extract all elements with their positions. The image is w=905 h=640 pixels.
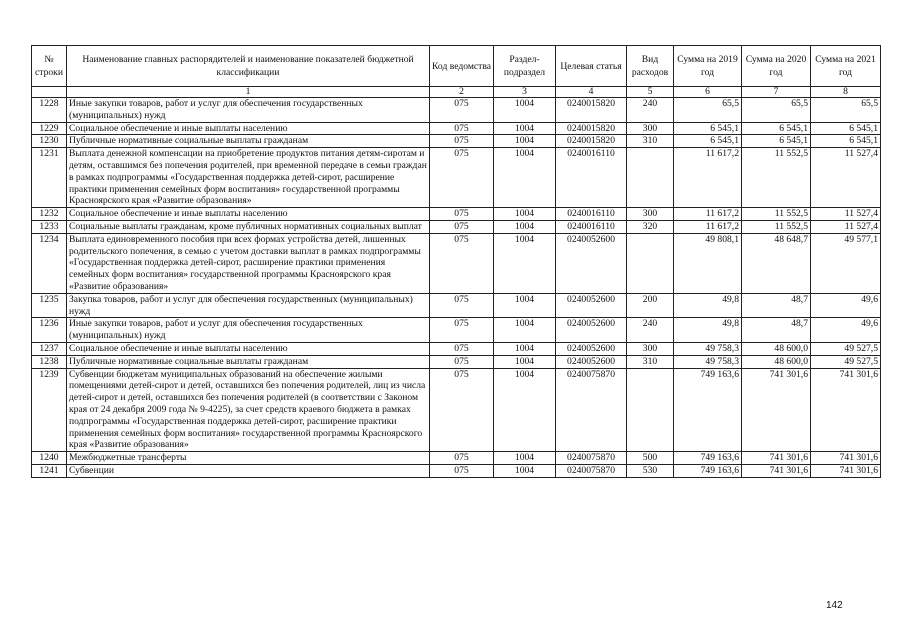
sum-2020-cell: 11 552,5 (742, 208, 811, 221)
sum-2019-cell: 749 163,6 (674, 464, 742, 477)
section-code-cell: 1004 (494, 135, 556, 148)
expense-type-cell: 530 (627, 464, 674, 477)
sum-2020-cell: 741 301,6 (742, 368, 811, 452)
table-row (32, 452, 881, 465)
section-code-cell: 1004 (494, 318, 556, 343)
row-number-cell: 1234 (32, 233, 67, 293)
header-expense-type: Вид расходов (627, 46, 674, 87)
table-row (32, 355, 881, 368)
sum-2019-cell: 749 163,6 (674, 452, 742, 465)
row-number-cell: 1237 (32, 342, 67, 355)
section-code-cell: 1004 (494, 220, 556, 233)
expense-type-cell: 500 (627, 452, 674, 465)
sum-2019-cell: 749 163,6 (674, 368, 742, 452)
department-code-cell: 075 (430, 148, 494, 208)
expense-type-cell: 300 (627, 122, 674, 135)
section-code-cell: 1004 (494, 342, 556, 355)
column-number: 1 (67, 87, 430, 98)
sum-2020-cell: 48 600,0 (742, 342, 811, 355)
row-name-cell: Межбюджетные трансферты (67, 452, 430, 465)
sum-2020-cell: 48 600,0 (742, 355, 811, 368)
row-name-cell: Публичные нормативные социальные выплаты гражданам (67, 355, 430, 368)
row-name-cell: Иные закупки товаров, работ и услуг для обеспечения государственных (муниципальных) нужд (67, 318, 430, 343)
column-number: 7 (742, 87, 811, 98)
row-name-cell: Публичные нормативные социальные выплаты гражданам (67, 135, 430, 148)
target-article-cell: 0240075870 (556, 368, 627, 452)
row-name-cell: Субвенции (67, 464, 430, 477)
row-number-cell: 1231 (32, 148, 67, 208)
expense-type-cell (627, 233, 674, 293)
sum-2019-cell: 49 808,1 (674, 233, 742, 293)
expense-type-cell: 200 (627, 293, 674, 318)
section-code-cell: 1004 (494, 368, 556, 452)
header-target-article: Целевая статья (556, 46, 627, 87)
department-code-cell: 075 (430, 135, 494, 148)
table-row (32, 98, 881, 123)
sum-2021-cell: 741 301,6 (811, 452, 881, 465)
column-number-row (32, 87, 881, 98)
header-row-number: № строки (32, 46, 67, 87)
target-article-cell: 0240015820 (556, 135, 627, 148)
sum-2019-cell: 6 545,1 (674, 135, 742, 148)
sum-2020-cell: 741 301,6 (742, 452, 811, 465)
department-code-cell: 075 (430, 342, 494, 355)
sum-2021-cell: 11 527,4 (811, 220, 881, 233)
row-number-cell: 1229 (32, 122, 67, 135)
section-code-cell: 1004 (494, 148, 556, 208)
column-number (32, 87, 67, 98)
row-number-cell: 1230 (32, 135, 67, 148)
sum-2019-cell: 6 545,1 (674, 122, 742, 135)
section-code-cell: 1004 (494, 208, 556, 221)
sum-2021-cell: 49,6 (811, 293, 881, 318)
header-department-code: Код ведомства (430, 46, 494, 87)
table-body (32, 98, 881, 478)
sum-2020-cell: 48,7 (742, 318, 811, 343)
sum-2020-cell: 65,5 (742, 98, 811, 123)
header-name: Наименование главных распорядителей и наименование показателей бюджетной классификации (67, 46, 430, 87)
column-number: 5 (627, 87, 674, 98)
table-row (32, 122, 881, 135)
sum-2021-cell: 49 527,5 (811, 355, 881, 368)
header-sum-2021: Сумма на 2021 год (811, 46, 881, 87)
sum-2020-cell: 741 301,6 (742, 464, 811, 477)
sum-2020-cell: 6 545,1 (742, 135, 811, 148)
table-row (32, 464, 881, 477)
section-code-cell: 1004 (494, 464, 556, 477)
row-name-cell: Субвенции бюджетам муниципальных образований на обеспечение жилыми помещениями детей-сирот и детей, оставшихся без попечения родителей, лиц из числа детей-сирот и детей, оставшихся без попечения родителей (в соответствии с Законом края от 24 декабря 2009 года № 9-4225), за счет средств краевого бюджета в рамках подпрограммы «Государственная поддержка детей-сирот, расширение практики применения семейных форм воспитания» государственной программы Красноярского края «Развитие образования» (67, 368, 430, 452)
target-article-cell: 0240015820 (556, 98, 627, 123)
sum-2019-cell: 49 758,3 (674, 342, 742, 355)
expense-type-cell: 240 (627, 318, 674, 343)
target-article-cell: 0240052600 (556, 342, 627, 355)
sum-2019-cell: 49,8 (674, 293, 742, 318)
row-name-cell: Закупка товаров, работ и услуг для обеспечения государственных (муниципальных) нужд (67, 293, 430, 318)
department-code-cell: 075 (430, 220, 494, 233)
row-name-cell: Иные закупки товаров, работ и услуг для обеспечения государственных (муниципальных) нужд (67, 98, 430, 123)
sum-2019-cell: 11 617,2 (674, 148, 742, 208)
row-number-cell: 1236 (32, 318, 67, 343)
department-code-cell: 075 (430, 464, 494, 477)
section-code-cell: 1004 (494, 355, 556, 368)
sum-2019-cell: 11 617,2 (674, 208, 742, 221)
table-row (32, 293, 881, 318)
sum-2020-cell: 48,7 (742, 293, 811, 318)
sum-2020-cell: 11 552,5 (742, 148, 811, 208)
sum-2020-cell: 6 545,1 (742, 122, 811, 135)
budget-table (31, 45, 881, 478)
department-code-cell: 075 (430, 98, 494, 123)
sum-2019-cell: 49 758,3 (674, 355, 742, 368)
table-row (32, 208, 881, 221)
department-code-cell: 075 (430, 233, 494, 293)
page-number: 142 (826, 600, 843, 611)
sum-2021-cell: 741 301,6 (811, 368, 881, 452)
column-number: 4 (556, 87, 627, 98)
target-article-cell: 0240016110 (556, 208, 627, 221)
target-article-cell: 0240052600 (556, 355, 627, 368)
target-article-cell: 0240052600 (556, 293, 627, 318)
table-row (32, 148, 881, 208)
expense-type-cell: 300 (627, 342, 674, 355)
row-number-cell: 1238 (32, 355, 67, 368)
expense-type-cell: 300 (627, 208, 674, 221)
section-code-cell: 1004 (494, 122, 556, 135)
section-code-cell: 1004 (494, 293, 556, 318)
department-code-cell: 075 (430, 318, 494, 343)
header-row (32, 46, 881, 87)
column-number: 2 (430, 87, 494, 98)
sum-2021-cell: 11 527,4 (811, 148, 881, 208)
sum-2021-cell: 49 527,5 (811, 342, 881, 355)
expense-type-cell: 320 (627, 220, 674, 233)
table-row (32, 135, 881, 148)
sum-2019-cell: 49,8 (674, 318, 742, 343)
column-number: 3 (494, 87, 556, 98)
sum-2021-cell: 6 545,1 (811, 122, 881, 135)
row-number-cell: 1228 (32, 98, 67, 123)
target-article-cell: 0240016110 (556, 220, 627, 233)
row-name-cell: Социальные выплаты гражданам, кроме публичных нормативных социальных выплат (67, 220, 430, 233)
target-article-cell: 0240052600 (556, 233, 627, 293)
department-code-cell: 075 (430, 293, 494, 318)
sum-2021-cell: 741 301,6 (811, 464, 881, 477)
row-name-cell: Выплата единовременного пособия при всех формах устройства детей, лишенных родительского попечения, в семью с учетом доставки выплат в рамках подпрограммы «Государственная поддержка детей-сирот, расширение практики применения семейных форм воспитания» государственной программы Красноярского края «Развитие образования» (67, 233, 430, 293)
sum-2021-cell: 11 527,4 (811, 208, 881, 221)
header-section: Раздел-подраздел (494, 46, 556, 87)
expense-type-cell (627, 368, 674, 452)
department-code-cell: 075 (430, 208, 494, 221)
section-code-cell: 1004 (494, 233, 556, 293)
sum-2020-cell: 11 552,5 (742, 220, 811, 233)
table-row (32, 368, 881, 452)
column-number: 6 (674, 87, 742, 98)
section-code-cell: 1004 (494, 452, 556, 465)
sum-2021-cell: 6 545,1 (811, 135, 881, 148)
row-name-cell: Социальное обеспечение и иные выплаты населению (67, 122, 430, 135)
row-number-cell: 1241 (32, 464, 67, 477)
department-code-cell: 075 (430, 368, 494, 452)
row-number-cell: 1240 (32, 452, 67, 465)
row-number-cell: 1235 (32, 293, 67, 318)
target-article-cell: 0240052600 (556, 318, 627, 343)
sum-2019-cell: 11 617,2 (674, 220, 742, 233)
expense-type-cell (627, 148, 674, 208)
table-row (32, 233, 881, 293)
expense-type-cell: 310 (627, 135, 674, 148)
sum-2021-cell: 65,5 (811, 98, 881, 123)
expense-type-cell: 310 (627, 355, 674, 368)
sum-2019-cell: 65,5 (674, 98, 742, 123)
target-article-cell: 0240015820 (556, 122, 627, 135)
target-article-cell: 0240016110 (556, 148, 627, 208)
target-article-cell: 0240075870 (556, 464, 627, 477)
column-number: 8 (811, 87, 881, 98)
sum-2021-cell: 49 577,1 (811, 233, 881, 293)
header-sum-2020: Сумма на 2020 год (742, 46, 811, 87)
sum-2021-cell: 49,6 (811, 318, 881, 343)
table-row (32, 220, 881, 233)
row-number-cell: 1239 (32, 368, 67, 452)
table-row (32, 342, 881, 355)
table-row (32, 318, 881, 343)
department-code-cell: 075 (430, 452, 494, 465)
row-name-cell: Социальное обеспечение и иные выплаты населению (67, 342, 430, 355)
row-number-cell: 1232 (32, 208, 67, 221)
row-number-cell: 1233 (32, 220, 67, 233)
row-name-cell: Социальное обеспечение и иные выплаты населению (67, 208, 430, 221)
target-article-cell: 0240075870 (556, 452, 627, 465)
header-sum-2019: Сумма на 2019 год (674, 46, 742, 87)
department-code-cell: 075 (430, 122, 494, 135)
expense-type-cell: 240 (627, 98, 674, 123)
section-code-cell: 1004 (494, 98, 556, 123)
sum-2020-cell: 48 648,7 (742, 233, 811, 293)
row-name-cell: Выплата денежной компенсации на приобретение продуктов питания детям-сиротам и детям, оставшимся без попечения родителей, при временной передаче в семьи граждан в рамках подпрограммы «Государственная поддержка детей-сирот, расширение практики применения семейных форм воспитания» государственной программы Красноярского края «Развитие образования» (67, 148, 430, 208)
department-code-cell: 075 (430, 355, 494, 368)
